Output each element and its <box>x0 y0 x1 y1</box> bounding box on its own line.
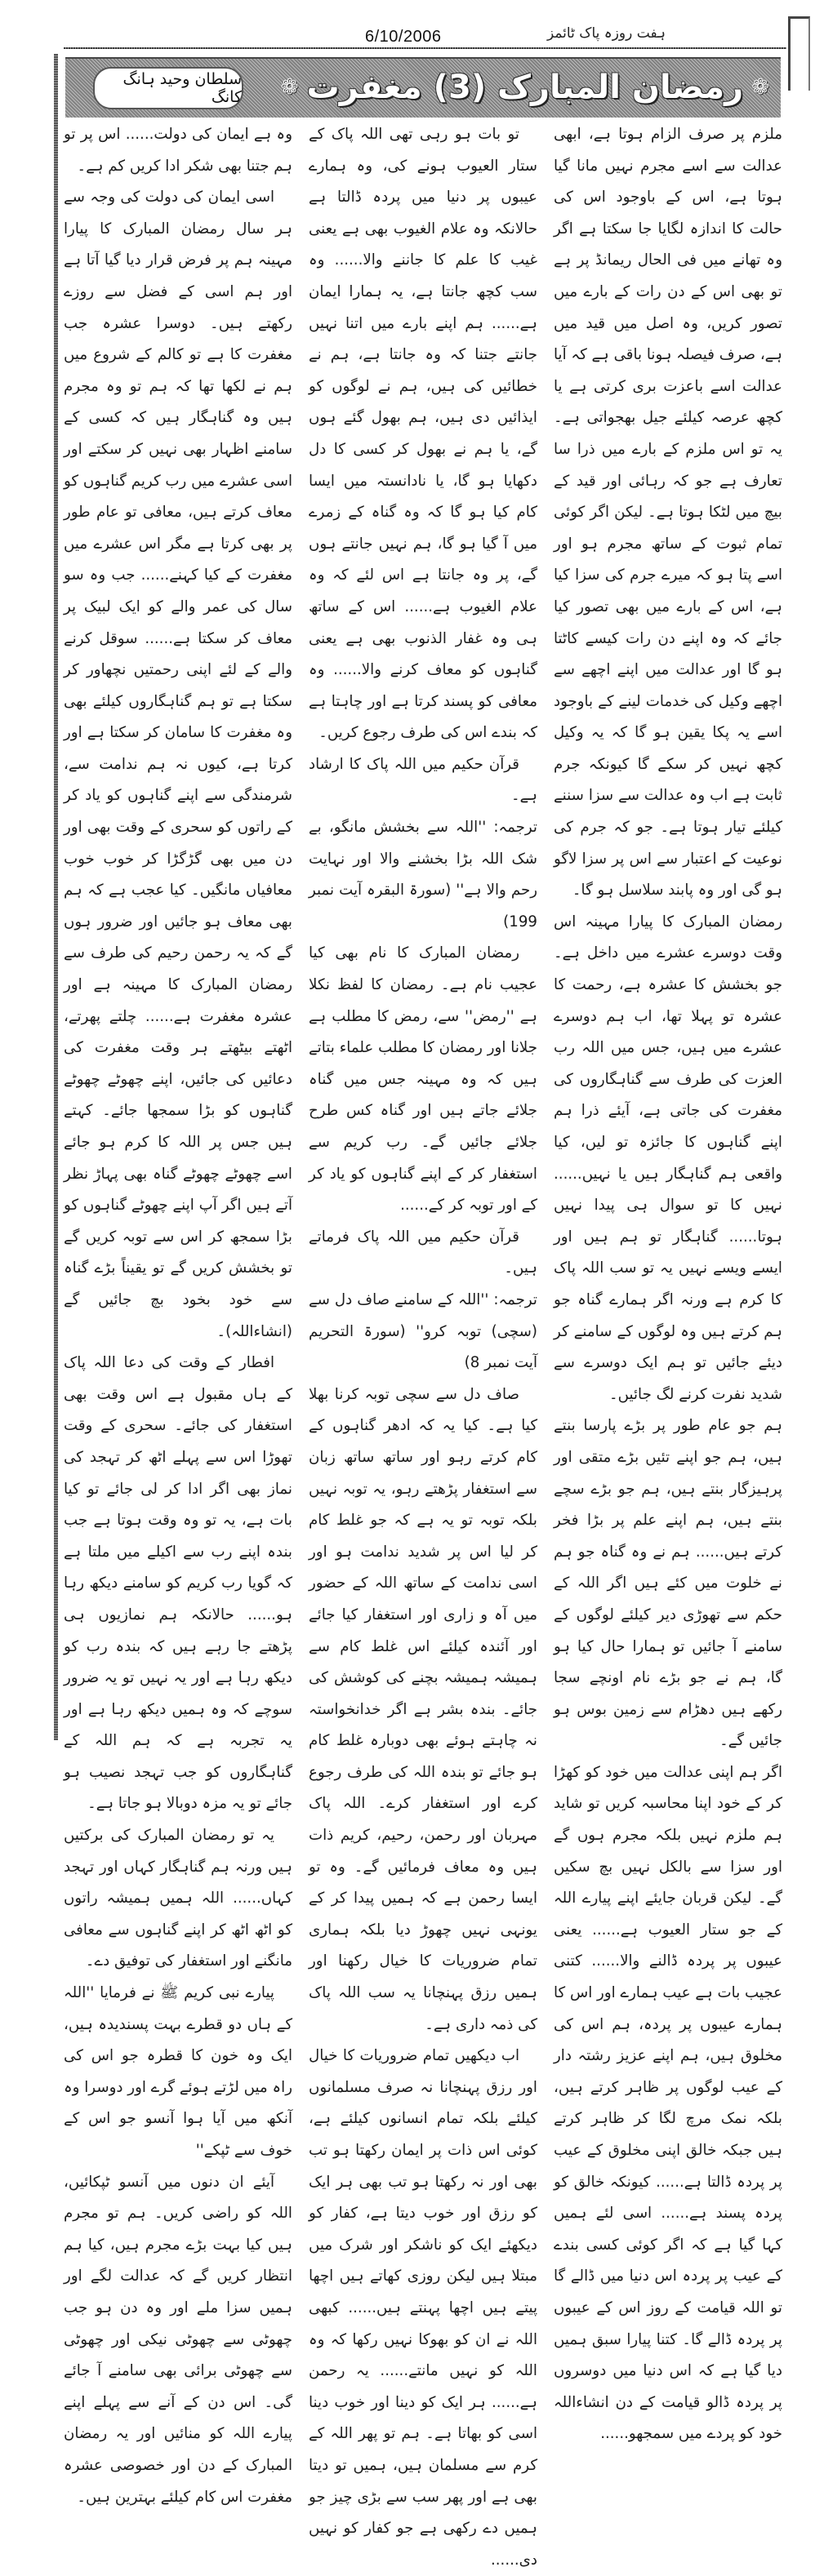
column-middle <box>309 119 537 2569</box>
article-paragraph: یہ تو رمضان المبارک کی برکتیں ہیں ورنہ ہم گناہگار کہاں اور تہجد کہاں...... اللہ ہمیں ہمیشہ راتوں کو اٹھ اٹھ کر اپنے گناہوں سے معافی مانگنے اور استغفار کی توفیق دے۔ <box>64 1827 292 1970</box>
article-paragraph: ترجمہ: ''اللہ سے بخشش مانگو، بے شک اللہ بڑا بخشنے والا اور نہایت رحم والا ہے'' (سورۃ البقرہ آیت نمبر 199) <box>309 819 537 930</box>
byline <box>93 67 243 109</box>
article-paragraph: صاف دل سے سچی توبہ کرنا بھلا کیا ہے۔ کیا یہ کہ ادھر گناہوں کے کام کرتے رہو اور ساتھ ساتھ زبان سے استغفار پڑھتے رہو، یہ توبہ نہیں بلکہ توبہ تو یہ ہے کہ جو غلط کام کر لیا اس پر شدید ندامت ہو اور اسی ندامت کے ساتھ اللہ کے حضور میں آہ و زاری اور استغفار کیا جائے اور آئندہ کیلئے اس غلط کام سے ہمیشہ ہمیشہ بچنے کی کوشش کی جائے۔ بندہ بشر ہے اگر خدانخواستہ نہ چاہتے ہوئے بھی دوبارہ غلط کام ہو جائے تو بندہ اللہ کی طرف رجوع کرے اور استغفار کرے۔ اللہ پاک مہربان اور رحمن، رحیم، کریم ذات ہیں وہ معاف فرمائیں گے۔ وہ تو ایسا رحمن ہے کہ ہمیں پیدا کر کے یونہی نہیں چھوڑ دیا بلکہ ہماری تمام ضروریات کا خیال رکھنا اور ہمیں رزق پہنچانا یہ سب اللہ پاک کی ذمہ داری ہے۔ <box>309 1385 537 2033</box>
headline <box>281 62 769 113</box>
masthead-date: 6/10/2006 <box>365 28 442 46</box>
article-paragraph: ملزم پر صرف الزام ہوتا ہے، ابھی عدالت سے اسے مجرم نہیں مانا گیا ہوتا ہے، اس کے باوجود اس کی حالت کا اندازہ لگایا جا سکتا ہے اگر وہ تھانے میں فی الحال ریمانڈ پر ہے تو بھی اس کے دن رات کے بارے میں تصور کریں، وہ اصل میں قید میں ہے، صرف فیصلہ ہونا باقی ہے کہ آیا عدالت اسے باعزت بری کرتی ہے یا کچھ عرصہ کیلئے جیل بھجواتی ہے۔ یہ تو اس ملزم کے بارے میں ذرا سا تعارف ہے جو کہ رہائی اور قید کے بیچ میں لٹکا ہوتا ہے۔ لیکن اگر کوئی تمام ثبوت کے ساتھ مجرم ہو اور اسے پتا ہو کہ میرے جرم کی سزا کیا ہے، اس کے بارے میں بھی تصور کیا جائے کہ وہ اپنے دن رات کیسے کاٹتا ہو گا اور عدالت میں اپنے اچھے سے اچھے وکیل کی خدمات لینے کے باوجود اسے یہ پکا یقین ہو گا کہ یہ وکیل کچھ نہیں کر سکے گا کیونکہ جرم ثابت ہے اب وہ عدالت سے سزا سننے کیلئے تیار ہوتا ہے۔ جو کہ جرم کی نوعیت کے اعتبار سے اس پر سزا لاگو ہو گی اور وہ پابند سلاسل ہو گا۔ <box>553 126 782 899</box>
article-paragraph: قرآن حکیم میں اللہ پاک کا ارشاد ہے۔ <box>309 755 537 805</box>
headline-banner <box>65 57 781 118</box>
column-right <box>553 119 782 2443</box>
masthead-publication: ہفت روزہ پاک ٹائمز <box>546 25 666 42</box>
article-paragraph: پیارے نبی کریم ﷺ نے فرمایا ''اللہ کے ہاں دو قطرے بہت پسندیدہ ہیں، ایک وہ خون کا قطرہ جو اس کی راہ میں لڑتے ہوئے گرے اور دوسرا وہ آنکھ میں آیا ہوا آنسو جو اس کے خوف سے ٹپکے'' <box>64 1984 292 2159</box>
article-paragraph: وہ ہے ایمان کی دولت...... اس پر تو ہم جتنا بھی شکر ادا کریں کم ہے۔ <box>64 126 292 175</box>
article-paragraph: اب دیکھیں تمام ضروریات کا خیال اور رزق پہنچانا نہ صرف مسلمانوں کیلئے بلکہ تمام انسانوں کیلئے ہے، کوئی اس ذات پر ایمان رکھتا ہو تب بھی اور نہ رکھتا ہو تب بھی ہر ایک کو رزق اور خوب دیتا ہے، کفار کو دیکھئے ایک کو ناشکر اور شرک میں مبتلا ہیں لیکن روزی کھاتے ہیں اچھا پیتے ہیں اچھا پہنتے ہیں...... کبھی اللہ نے ان کو بھوکا نہیں رکھا کہ وہ اللہ کو نہیں مانتے...... یہ رحمن ہے...... ہر ایک کو دینا اور خوب دینا اسی کو بھاتا ہے۔ ہم تو پھر اللہ کے کرم سے مسلمان ہیں، ہمیں تو دیتا بھی ہے اور پھر سب سے بڑی چیز جو ہمیں دے رکھی ہے جو کفار کو نہیں دی...... <box>309 2047 537 2569</box>
article-paragraph: رمضان المبارک کا پیارا مہینہ اس وقت دوسرے عشرے میں داخل ہے۔ جو بخشش کا عشرہ ہے، رحمت کا عشرہ تو پہلا تھا، اب ہم دوسرے عشرے میں ہیں، جس میں اللہ رب العزت کی طرف سے گناہگاروں کی مغفرت کی جاتی ہے، آیئے ذرا ہم اپنے گناہوں کا جائزہ تو لیں، کیا واقعی ہم گناہگار ہیں یا نہیں...... نہیں کا تو سوال ہی پیدا نہیں ہوتا...... گناہگار تو ہم ہیں اور ایسے ویسے نہیں یہ تو سب اللہ پاک کا کرم ہے ورنہ اگر ہمارے گناہ جو ہم کرتے ہیں وہ لوگوں کے سامنے کر دیئے جائیں تو ہم ایک دوسرے سے شدید نفرت کرنے لگ جائیں۔ <box>554 913 782 1403</box>
article-paragraph: ہم جو عام طور پر بڑے پارسا بنتے ہیں، ہم جو اپنے تئیں بڑے متقی اور پرہیزگار بنتے ہیں، ہم جو بڑے سچے بنتے ہیں، ہم اپنے علم پر بڑا فخر کرتے ہیں...... ہم نے وہ گناہ جو ہم نے خلوت میں کئے ہیں اگر اللہ کے حکم سے تھوڑی دیر کیلئے لوگوں کے سامنے آ جائیں تو ہمارا حال کیا ہو گا، ہم نے جو بڑے نام اونچے سجا رکھے ہیں دھڑام سے زمین بوس ہو جائیں گے۔ <box>554 1417 782 1750</box>
article-paragraph: افطار کے وقت کی دعا اللہ پاک کے ہاں مقبول ہے اس وقت بھی استغفار کی جائے۔ سحری کے وقت تھوڑا اس سے پہلے اٹھ کر تہجد کی نماز بھی اگر ادا کر لی جائے تو کیا بات ہے، یہ تو وہ وقت ہوتا ہے جب بندہ اپنے رب سے اکیلے میں ملتا ہے کہ گویا رب کریم کو سامنے دیکھ رہا ہو...... حالانکہ ہم نمازیوں ہی پڑھتے جا رہے ہیں کہ بندہ رب کو دیکھ رہا ہے اور یہ نہیں تو یہ ضرور سوچے کہ وہ ہمیں دیکھ رہا ہے اور یہ تجربہ ہے کہ ہم اللہ کے گناہگاروں کو جب تہجد نصیب ہو جائے تو یہ مزہ دوبالا ہو جاتا ہے۔ <box>64 1354 292 1813</box>
article-paragraph: اسی ایمان کی دولت کی وجہ سے ہر سال رمضان المبارک کا پیارا مہینہ ہم پر فرض قرار دیا گیا آتا ہے اور ہم اسی کے فضل سے روزے رکھتے ہیں۔ دوسرا عشرہ جب مغفرت کا ہے تو کالم کے شروع میں ہم نے لکھا تھا کہ ہم تو وہ مجرم ہیں وہ گناہگار ہیں کہ کسی کے سامنے اظہار بھی نہیں کر سکتے اور اسی عشرے میں رب کریم گناہوں کو معاف کرتے ہیں، معافی تو عام طور پر بھی کرتا ہے مگر اس عشرے میں مغفرت کے کیا کہنے...... جب وہ سو سال کی عمر والے کو ایک لبیک پر معاف کر سکتا ہے...... سوقل کرنے والے کے لئے اپنی رحمتیں نچھاور کر سکتا ہے تو ہم گناہگاروں کیلئے بھی وہ مغفرت کا سامان کر سکتا ہے اور کرتا ہے، کیوں نہ ہم ندامت سے، شرمندگی سے اپنے گناہوں کو یاد کر کے راتوں کو سحری کے وقت بھی اور دن میں بھی گڑگڑا کر خوب خوب معافیاں مانگیں۔ کیا عجب ہے کہ ہم بھی معاف ہو جائیں اور ضرور ہوں گے کہ یہ رحمن رحیم کی طرف سے رمضان المبارک کا مہینہ ہے اور عشرہ مغفرت ہے...... چلتے پھرتے، اٹھتے بیٹھتے ہر وقت مغفرت کی دعائیں کی جائیں، اپنے چھوٹے چھوٹے گناہوں کو بڑا سمجھا جائے۔ کہتے ہیں جس پر اللہ کا کرم ہو جائے اسے چھوٹے چھوٹے گناہ بھی پہاڑ نظر آتے ہیں اگر آپ اپنے چھوٹے گناہوں کو بڑا سمجھ کر اس سے توبہ کریں گے تو بخشش کریں گے تو یقیناً بڑے گناہ سے خود بخود بچ جائیں گے (انشاءاللہ)۔ <box>64 189 292 1340</box>
ornament-right-icon: ❁ <box>751 75 769 100</box>
article-paragraph: تو بات ہو رہی تھی اللہ پاک کے ستار العیوب ہونے کی، وہ ہمارے عیبوں پر دنیا میں پردہ ڈالتا ہے حالانکہ وہ علام الغیوب بھی ہے یعنی غیب کا علم کا جاننے والا...... وہ سب کچھ جانتا ہے، یہ ہمارا ایمان ہے...... ہم اپنے بارے میں اتنا نہیں جانتے جتنا کہ وہ جانتا ہے، ہم نے خطائیں کی ہیں، ہم نے لوگوں کو ایذائیں دی ہیں، ہم بھول گئے ہوں گے، یا ہم نے بھول کر کسی کا دل دکھایا ہو گا، یا نادانستہ میں ایسا کام کیا ہو گا کہ وہ گناہ کے زمرے میں آ گیا ہو گا، ہم نہیں جانتے ہوں گے، پر وہ جانتا ہے اس لئے کہ وہ علام الغیوب ہے...... اس کے ساتھ ہی وہ غفار الذنوب بھی ہے یعنی گناہوں کو معاف کرنے والا...... وہ معافی کو پسند کرتا ہے اور چاہتا ہے کہ بندے اس کی طرف رجوع کریں۔ <box>309 126 537 742</box>
frame-left-border <box>54 54 58 1740</box>
article-paragraph: ترجمہ: ''اللہ کے سامنے صاف دل سے (سچی) توبہ کرو'' (سورۃ التحریم آیت نمبر 8) <box>309 1290 537 1372</box>
article-paragraph: آیئے ان دنوں میں آنسو ٹپکائیں، اللہ کو راضی کریں۔ ہم تو مجرم ہیں کیا بہت بڑے مجرم ہیں، کیا ہم انتظار کریں گے کہ عدالت لگے اور ہمیں سزا ملے اور وہ دن ہو جب چھوٹی سے چھوٹی نیکی اور چھوٹی سے چھوٹی برائی بھی سامنے آ جائے گی۔ اس دن کے آنے سے پہلے اپنے پیارے اللہ کو منائیں اور یہ رمضان المبارک کے دن اور خصوصی عشرہ مغفرت اس کام کیلئے بہترین ہیں۔ <box>64 2173 292 2506</box>
column-left <box>64 119 292 2506</box>
headline-title: رمضان المبارک (3) مغفرت <box>306 69 744 106</box>
article-paragraph: قرآن حکیم میں اللہ پاک فرماتے ہیں۔ <box>309 1228 537 1277</box>
article-body <box>64 119 782 2569</box>
side-rule <box>788 16 810 91</box>
top-rule <box>64 47 786 49</box>
byline-author: سلطان وحید ہانگ کانگ <box>122 70 242 106</box>
ornament-left-icon: ❁ <box>280 75 299 100</box>
article-paragraph: رمضان المبارک کا نام بھی کیا عجیب نام ہے۔ رمضان کا لفظ نکلا ہے ''رمض'' سے، رمض کا مطلب ہے جلانا اور رمضان کا مطلب علماء بتاتے ہیں کہ وہ مہینہ جس میں گناہ جلائے جاتے ہیں اور گناہ کس طرح جلائے جائیں گے۔ رب کریم سے استغفار کر کے اپنے گناہوں کو یاد کر کے اور توبہ کر کے...... <box>309 944 537 1215</box>
article-paragraph: اگر ہم اپنی عدالت میں خود کو کھڑا کر کے خود اپنا محاسبہ کریں تو شاید ہم ملزم نہیں بلکہ مجرم ہوں گے اور سزا سے بالکل نہیں بچ سکیں گے۔ لیکن قربان جایئے اپنے پیارے اللہ کے جو ستار العیوب ہے...... یعنی عیبوں پر پردہ ڈالنے والا...... کتنی عجیب بات ہے عیب ہمارے اور اس کا ہمارے عیبوں پر پردہ، ہم اس کی مخلوق ہیں، ہم اپنے عزیز رشتہ دار کے عیب لوگوں پر ظاہر کرتے ہیں، بلکہ نمک مرچ لگا کر ظاہر کرتے ہیں جبکہ خالق اپنی مخلوق کے عیب پر پردہ ڈالتا ہے...... کیونکہ خالق کو پردہ پسند ہے...... اسی لئے ہمیں کہا گیا ہے کہ اگر کوئی کسی بندے کے عیب پر پردہ اس دنیا میں ڈالے گا تو اللہ قیامت کے روز اس کے عیبوں پر پردہ ڈالے گا۔ کتنا پیارا سبق ہمیں دیا گیا ہے کہ اس دنیا میں دوسروں پر پردہ ڈالو قیامت کے دن انشاءاللہ خود کو پردے میں سمجھو...... <box>554 1763 782 2443</box>
